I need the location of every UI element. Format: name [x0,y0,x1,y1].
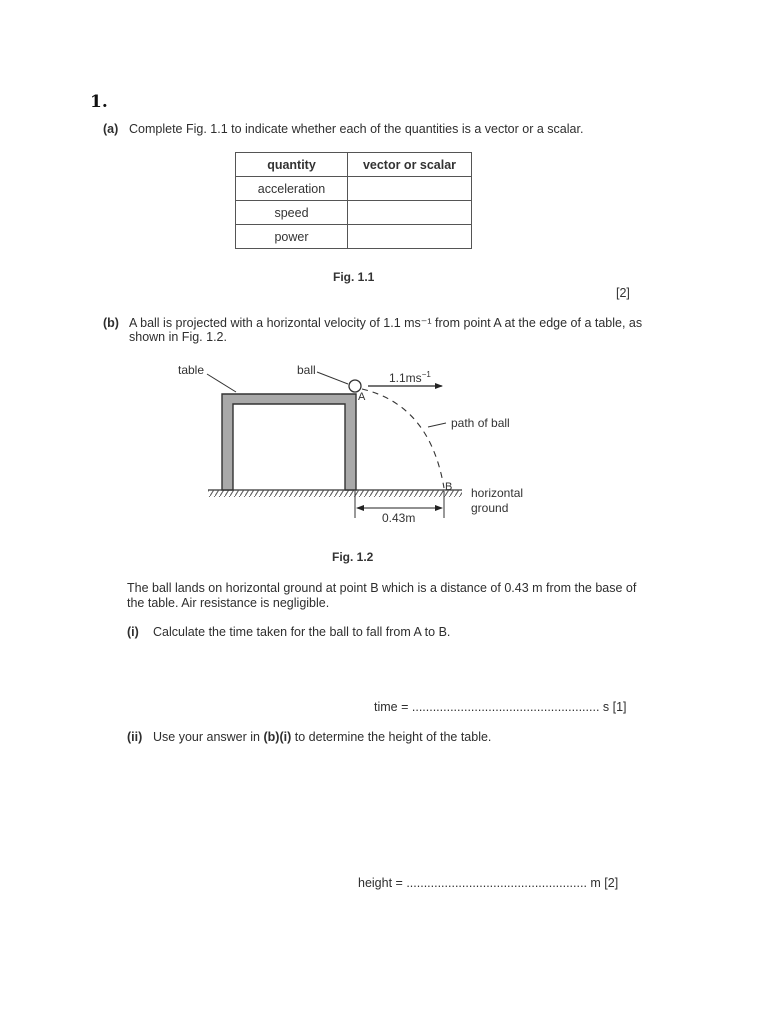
table-header-quantity: quantity [236,153,348,177]
time-answer-line [374,700,627,714]
time-answer-field[interactable]: ...................................................... [411,700,600,714]
part-i-prompt [127,625,450,639]
label-point-b: B [445,481,453,493]
part-a-label: (a) [103,122,119,136]
label-ground: ground [471,501,509,515]
ground [208,490,462,497]
question-number: 1. [90,92,108,112]
part-b-text-line2: shown in Fig. 1.2. [129,330,227,344]
part-b-text2-line2: the table. Air resistance is negligible. [127,596,330,610]
part-b-text2-line1: The ball lands on horizontal ground at point B which is a distance of 0.43 m from the base of [127,581,637,595]
table-cell-quantity: acceleration [236,177,348,201]
label-ball: ball [297,363,316,377]
figure-caption-1-1: Fig. 1.1 [333,270,375,284]
table-leader-line [207,374,236,392]
part-ii-text-post: to determine the height of the table. [294,730,492,744]
path-leader-line [428,423,446,427]
time-answer-prefix: time = [374,700,409,714]
part-ii-text-pre: Use your answer in [153,730,260,744]
figure-caption-1-2: Fig. 1.2 [332,550,374,564]
ball-leader-line [317,372,348,384]
part-a-text: Complete Fig. 1.1 to indicate whether each of the quantities is a vector or a scalar. [129,122,584,136]
part-ii-label: (ii) [127,730,143,744]
label-distance: 0.43m [382,511,416,525]
time-answer-suffix: s [1] [602,700,627,714]
part-b-text-line1: A ball is projected with a horizontal velocity of 1.1 ms⁻¹ from point A at the edge of a table, as [129,316,643,330]
label-point-a: A [358,391,366,403]
part-i-label: (i) [127,625,139,639]
height-answer-prefix: height = [358,876,403,890]
part-i-text: Calculate the time taken for the ball to fall from A to B. [153,625,451,639]
ball-path [362,389,444,488]
table-cell-quantity: power [236,225,348,249]
table-header-vector-or-scalar: vector or scalar [348,153,472,177]
height-answer-suffix: m [2] [590,876,619,890]
part-ii-prompt [127,730,491,744]
label-path-of-ball: path of ball [451,416,510,430]
table-shape [222,394,356,490]
part-a-marks: [2] [616,286,630,300]
part-ii-text-ref: (b)(i) [263,730,292,744]
label-velocity: $1.1ms^{-1}$ [389,370,431,385]
height-answer-field[interactable]: .................................................... [406,876,587,890]
height-answer-line [358,876,618,890]
part-b-label: (b) [103,316,119,330]
table-cell-quantity: speed [236,201,348,225]
label-horizontal: horizontal [471,486,524,500]
label-table: table [178,363,205,377]
